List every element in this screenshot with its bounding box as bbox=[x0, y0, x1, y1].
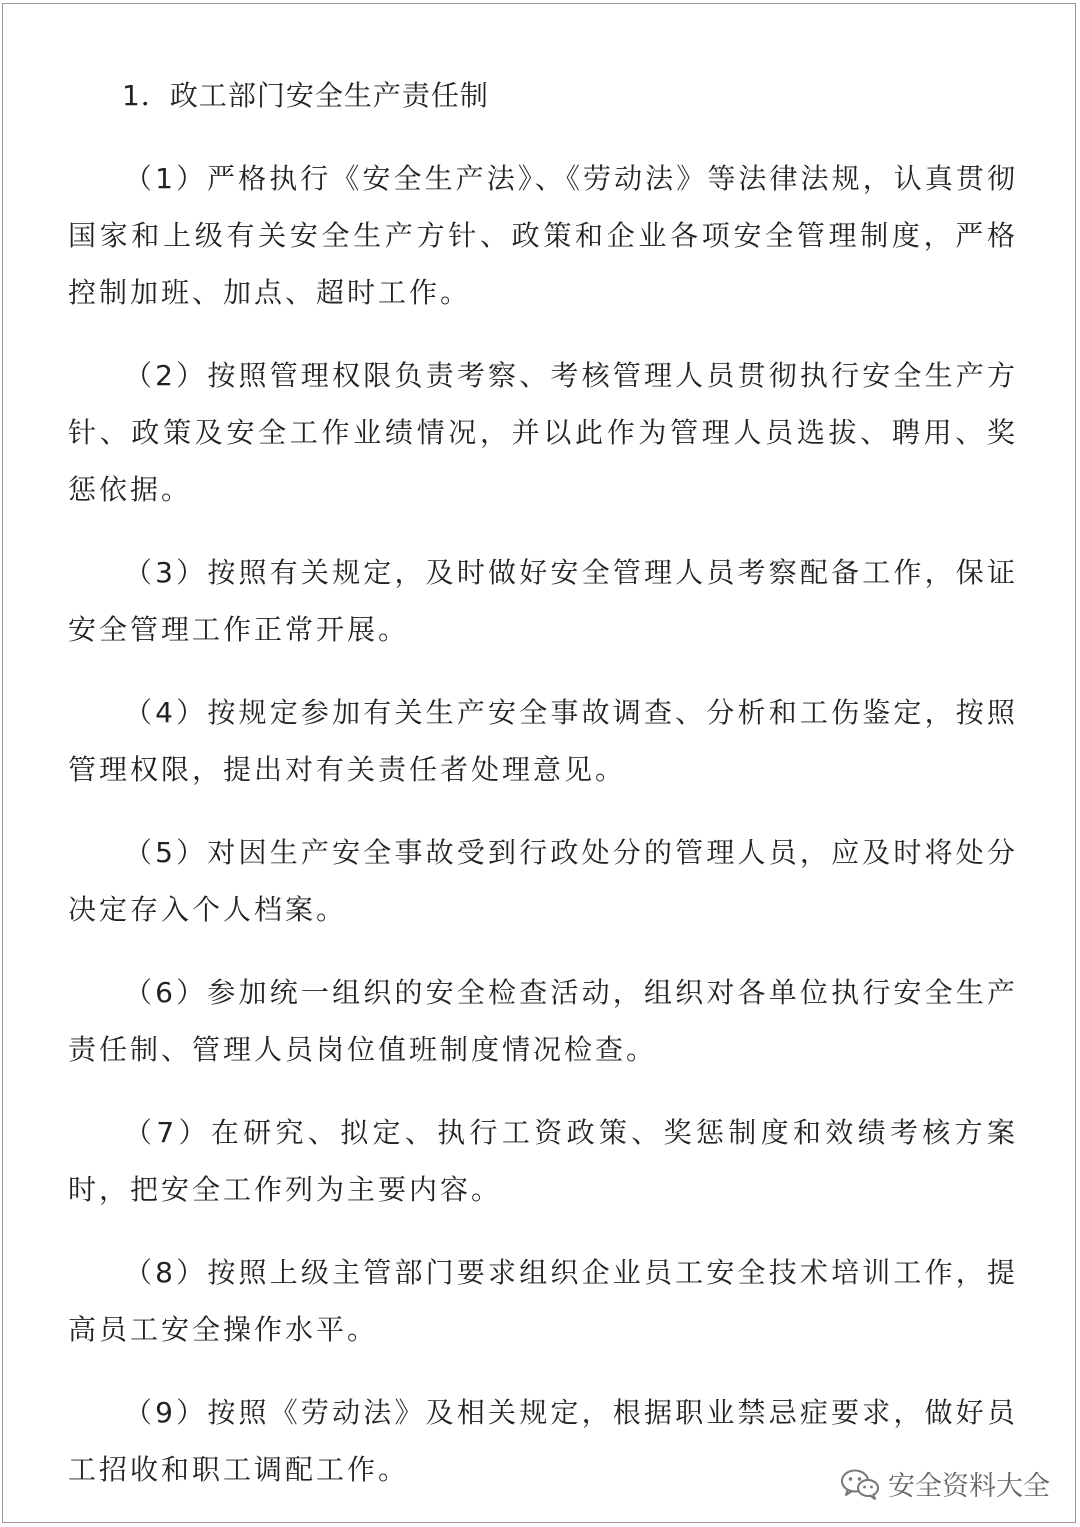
section-heading: 1．政工部门安全生产责任制 bbox=[122, 79, 489, 112]
document-body bbox=[68, 68, 1018, 1524]
responsibility-item-1: （1）严格执行《安全生产法》、《劳动法》等法律法规，认真贯彻国家和上级有关安全生产方针、政策和企业各项安全管理制度，严格控制加班、加点、超时工作。 bbox=[68, 162, 1018, 309]
responsibility-item-2: （2）按照管理权限负责考察、考核管理人员贯彻执行安全生产方针、政策及安全工作业绩情况，并以此作为管理人员选拔、聘用、奖惩依据。 bbox=[68, 359, 1018, 506]
watermark bbox=[840, 1464, 1050, 1503]
wechat-icon bbox=[840, 1467, 880, 1501]
responsibility-item-3: （3）按照有关规定，及时做好安全管理人员考察配备工作，保证安全管理工作正常开展。 bbox=[68, 556, 1018, 646]
responsibility-item-4: （4）按规定参加有关生产安全事故调查、分析和工伤鉴定，按照管理权限，提出对有关责任者处理意见。 bbox=[68, 696, 1018, 786]
responsibility-item-9: （9）按照《劳动法》及相关规定，根据职业禁忌症要求，做好员工招收和职工调配工作。 bbox=[68, 1396, 1018, 1486]
watermark-text: 安全资料大全 bbox=[888, 1471, 1050, 1502]
responsibility-list bbox=[68, 150, 1018, 1498]
responsibility-item-6: （6）参加统一组织的安全检查活动，组织对各单位执行安全生产责任制、管理人员岗位值班制度情况检查。 bbox=[68, 976, 1018, 1066]
responsibility-item-5: （5）对因生产安全事故受到行政处分的管理人员，应及时将处分决定存入个人档案。 bbox=[68, 836, 1018, 926]
responsibility-item-7: （7）在研究、拟定、执行工资政策、奖惩制度和效绩考核方案时，把安全工作列为主要内容。 bbox=[68, 1116, 1018, 1206]
responsibility-item-8: （8）按照上级主管部门要求组织企业员工安全技术培训工作，提高员工安全操作水平。 bbox=[68, 1256, 1018, 1346]
